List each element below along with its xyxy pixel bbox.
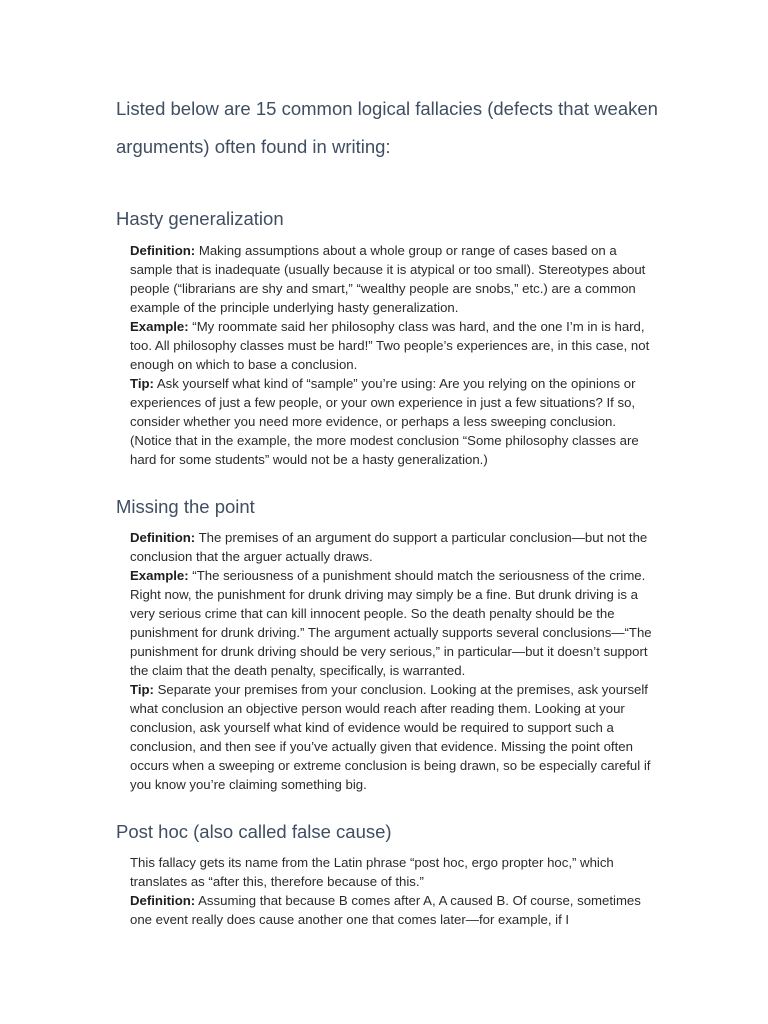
tip-label: Tip:: [130, 682, 154, 697]
definition-label: Definition:: [130, 243, 196, 258]
section-body-missing-the-point: [130, 528, 660, 794]
example-text: “The seriousness of a punishment should match the seriousness of the crime. Right now, the punishment for drunk driving may simply be a fine. But drunk driving is a very serious crime that can kill innocent people. So the death penalty should be the punishment for drunk driving.” The argument actually supports several conclusions—“The punishment for drunk driving should be very serious,” in particular—but it doesn’t support the claim that the death penalty, specifically, is warranted.: [130, 568, 652, 678]
example-label: Example:: [130, 568, 189, 583]
definition-paragraph: [130, 241, 660, 317]
definition-paragraph: [130, 528, 660, 566]
example-paragraph: [130, 317, 660, 374]
tip-text: Separate your premises from your conclusion. Looking at the premises, ask yourself what conclusion an objective person would reach after reading them. Looking at your conclusion, ask yourself what kind of evidence would be required to support such a conclusion, and then see if you’ve actually given that evidence. Missing the point often occurs when a sweeping or extreme conclusion is being drawn, so be especially careful if you know you’re claiming something big.: [130, 682, 651, 792]
tip-label: Tip:: [130, 376, 154, 391]
example-label: Example:: [130, 319, 189, 334]
definition-text: The premises of an argument do support a particular conclusion—but not the conclusion that the arguer actually draws.: [130, 530, 648, 564]
tip-paragraph: [130, 680, 660, 794]
definition-text: Assuming that because B comes after A, A caused B. Of course, sometimes one event really does cause another one that comes later—for example, if I: [130, 893, 641, 927]
intro-paragraph: Listed below are 15 common logical fallacies (defects that weaken arguments) often found in writing:: [116, 98, 658, 157]
definition-label: Definition:: [130, 530, 196, 545]
section-heading-missing-the-point: Missing the point: [116, 496, 255, 517]
section-body-hasty-generalization: [130, 241, 660, 469]
tip-text: Ask yourself what kind of “sample” you’re using: Are you relying on the opinions or experiences of just a few people, or your own experience in just a few situations? If so, consider whether you need more evidence, or perhaps a less sweeping conclusion. (Notice that in the example, the more modest conclusion “Some philosophy classes are hard for some students” would not be a hasty generalization.): [130, 376, 639, 467]
example-text: “My roommate said her philosophy class was hard, and the one I’m in is hard, too. All philosophy classes must be hard!” Two people’s experiences are, in this case, not enough on which to base a conclusion.: [130, 319, 650, 372]
section-heading-hasty-generalization: Hasty generalization: [116, 208, 284, 229]
example-paragraph: [130, 566, 660, 680]
definition-paragraph: [130, 891, 660, 929]
definition-text: Making assumptions about a whole group or range of cases based on a sample that is inadequate (usually because it is atypical or too small). Stereotypes about people (“librarians are shy and smart,” “wealthy people are snobs,” etc.) are a common example of the principle underlying hasty generalization.: [130, 243, 646, 315]
section-intro-paragraph: This fallacy gets its name from the Latin phrase “post hoc, ergo propter hoc,” which translates as “after this, therefore because of this.”: [130, 855, 614, 889]
section-body-post-hoc: [130, 853, 660, 929]
definition-label: Definition:: [130, 893, 196, 908]
tip-paragraph: [130, 374, 660, 469]
section-heading-post-hoc: Post hoc (also called false cause): [116, 821, 392, 842]
